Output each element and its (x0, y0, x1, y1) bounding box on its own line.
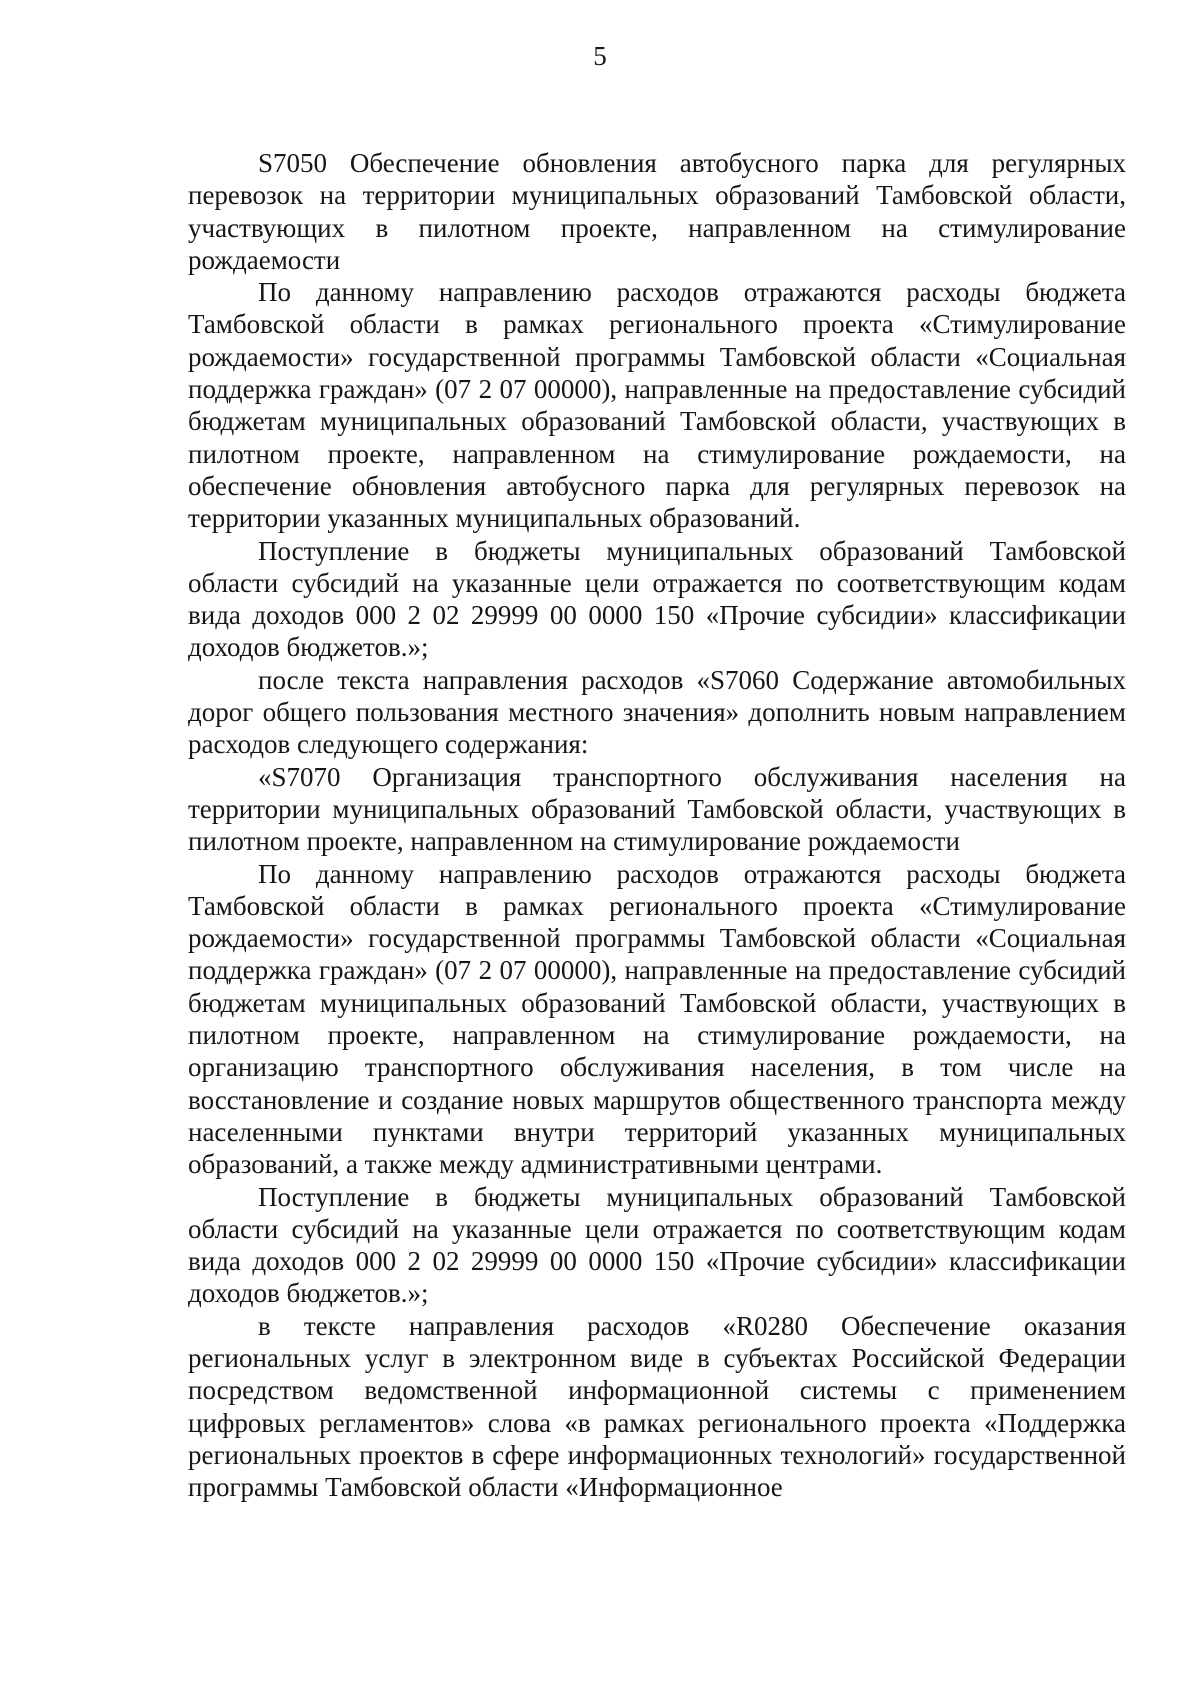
paragraph-s7070-description: По данному направлению расходов отражаются расходы бюджета Тамбовской области в рамках регионального проекта «Стимулирование рождаемости» государственной программы Тамбовской области «Социальная поддержка граждан» (07 2 07 00000), направленные на предоставление субсидий бюджетам муниципальных образований Тамбовской области, участвующих в пилотном проекте, направленном на стимулирование рождаемости, на организацию транспортного обслуживания населения, в том числе на восстановление и создание новых маршрутов общественного транспорта между населенными пунктами внутри территорий указанных муниципальных образований, а также между административными центрами. (188, 858, 1126, 1180)
paragraph-amendment-r0280: в тексте направления расходов «R0280 Обеспечение оказания региональных услуг в электронном виде в субъектах Российской Федерации посредством ведомственной информационной системы с применением цифровых регламентов» слова «в рамках регионального проекта «Поддержка региональных проектов в сфере информационных технологий» государственной программы Тамбовской области «Информационное (188, 1310, 1126, 1503)
paragraph-amendment-after-s7060: после текста направления расходов «S7060 Содержание автомобильных дорог общего пользования местного значения» дополнить новым направлением расходов следующего содержания: (188, 664, 1126, 760)
paragraph-s7050-heading: S7050 Обеспечение обновления автобусного парка для регулярных перевозок на территории муниципальных образований Тамбовской области, участвующих в пилотном проекте, направленном на стимулирование рождаемости (188, 148, 1126, 275)
document-body (188, 147, 1126, 1503)
page-number: 5 (593, 41, 607, 71)
paragraph-s7070-revenue: Поступление в бюджеты муниципальных образований Тамбовской области субсидий на указанные цели отражается по соответствующим кодам вида доходов 000 2 02 29999 00 0000 150 «Прочие субсидии» классификации доходов бюджетов.»; (188, 1181, 1126, 1309)
paragraph-s7050-revenue: Поступление в бюджеты муниципальных образований Тамбовской области субсидий на указанные цели отражается по соответствующим кодам вида доходов 000 2 02 29999 00 0000 150 «Прочие субсидии» классификации доходов бюджетов.»; (188, 535, 1126, 663)
paragraph-s7050-description: По данному направлению расходов отражаются расходы бюджета Тамбовской области в рамках регионального проекта «Стимулирование рождаемости» государственной программы Тамбовской области «Социальная поддержка граждан» (07 2 07 00000), направленные на предоставление субсидий бюджетам муниципальных образований Тамбовской области, участвующих в пилотном проекте, направленном на стимулирование рождаемости, на обеспечение обновления автобусного парка для регулярных перевозок на территории указанных муниципальных образований. (188, 277, 1126, 534)
paragraph-s7070-heading: «S7070 Организация транспортного обслуживания населения на территории муниципальных образований Тамбовской области, участвующих в пилотном проекте, направленном на стимулирование рождаемости (188, 761, 1126, 857)
